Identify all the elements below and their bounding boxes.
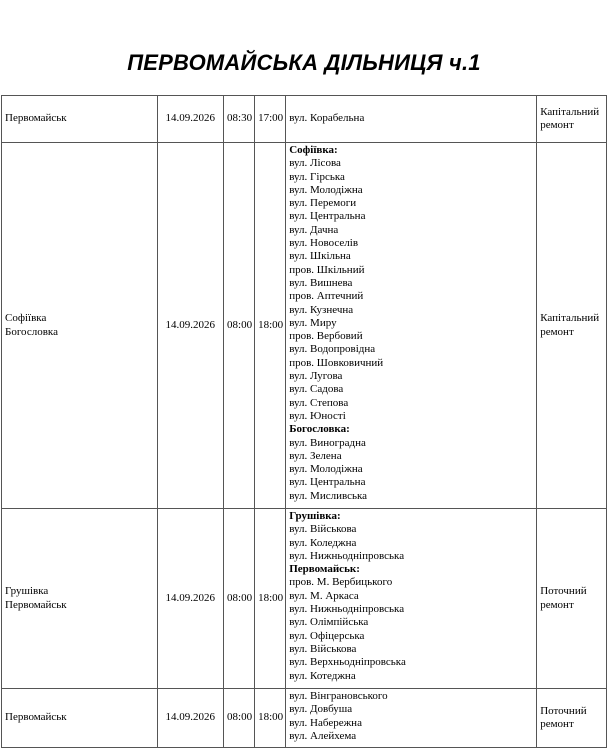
street-name: вул. Шкільна: [289, 250, 351, 263]
street-name: вул. Алейхема: [289, 729, 357, 742]
outage-schedule-table: [1, 95, 607, 748]
street-name: вул. Водопровідна: [289, 343, 376, 356]
streets-cell: [286, 689, 537, 748]
location-cell: [2, 143, 158, 509]
page-title: ПЕРВОМАЙСЬКА ДІЛЬНИЦЯ ч.1: [127, 50, 481, 75]
streets-cell: [286, 509, 537, 689]
street-name: вул. Нижньодніпровська: [289, 549, 405, 562]
settlement-heading: Первомайськ:: [289, 563, 360, 576]
street-name: вул. Новоселів: [289, 237, 359, 250]
date-cell: 14.09.2026: [157, 143, 224, 509]
time-from-cell: 08:00: [224, 143, 255, 509]
work-type-cell: Капітальний ремонт: [537, 96, 607, 143]
time-from-cell: 08:30: [224, 96, 255, 143]
street-name: вул. Вишнева: [289, 276, 353, 289]
location-name: Первомайськ: [5, 112, 67, 125]
location-name: Первомайськ: [5, 598, 67, 611]
street-name: вул. Набережна: [289, 716, 362, 729]
street-name: вул. Гірська: [289, 170, 345, 183]
settlement-heading: Грушівка:: [289, 510, 341, 522]
date-cell: 14.09.2026: [157, 96, 224, 143]
location-name: Софіївка: [5, 312, 47, 325]
street-name: вул. Виноградна: [289, 436, 366, 449]
street-name: пров. Шовковичний: [289, 356, 384, 369]
location-name: Богословка: [5, 325, 58, 338]
street-name: вул. Нижньодніпровська: [289, 603, 405, 616]
date-cell: 14.09.2026: [157, 689, 224, 748]
streets-cell: [286, 143, 537, 509]
date-cell: 14.09.2026: [157, 509, 224, 689]
street-name: вул. Юності: [289, 409, 346, 422]
street-name: вул. Котеджна: [289, 669, 356, 682]
street-name: вул. Степова: [289, 396, 349, 409]
time-to-cell: 18:00: [255, 689, 286, 748]
location-cell: [2, 689, 158, 748]
table-row: [2, 143, 607, 509]
table-row: [2, 509, 607, 689]
street-name: вул. Перемоги: [289, 197, 357, 210]
street-name: вул. Дачна: [289, 223, 339, 236]
location-name: Грушівка: [5, 585, 49, 598]
street-name: вул. Мисливська: [289, 489, 368, 502]
work-type-cell: Капітальний ремонт: [537, 143, 607, 509]
street-name: вул. Лісова: [289, 157, 341, 170]
street-name: вул. М. Аркаса: [289, 589, 359, 602]
work-type-cell: Поточний ремонт: [537, 689, 607, 748]
street-name: вул. Корабельна: [289, 112, 365, 125]
street-name: вул. Садова: [289, 383, 344, 396]
street-name: вул. Центральна: [289, 210, 366, 223]
settlement-heading: Софіївка:: [289, 144, 338, 156]
time-to-cell: 18:00: [255, 143, 286, 509]
street-name: вул. Військова: [289, 523, 357, 536]
street-name: вул. Офіцерська: [289, 629, 365, 642]
street-name: вул. Довбуша: [289, 703, 353, 716]
location-name: Первомайськ: [5, 711, 67, 724]
streets-cell: [286, 96, 537, 143]
time-from-cell: 08:00: [224, 689, 255, 748]
street-name: вул. Військова: [289, 642, 357, 655]
work-type-cell: Поточний ремонт: [537, 509, 607, 689]
street-name: вул. Миру: [289, 316, 337, 329]
street-name: вул. Молодіжна: [289, 463, 363, 476]
street-name: вул. Верхньодніпровська: [289, 656, 406, 669]
street-name: вул. Олімпійська: [289, 616, 369, 629]
street-name: вул. Центральна: [289, 476, 366, 489]
street-name: вул. Лугова: [289, 370, 343, 383]
street-name: пров. Аптечний: [289, 290, 364, 303]
location-cell: [2, 509, 158, 689]
street-name: вул. Кузнечна: [289, 303, 354, 316]
settlement-heading: Богословка:: [289, 423, 350, 436]
street-name: вул. Зелена: [289, 449, 342, 462]
time-to-cell: 18:00: [255, 509, 286, 689]
table-row: [2, 96, 607, 143]
time-from-cell: 08:00: [224, 509, 255, 689]
street-name: вул. Вінграновського: [289, 690, 388, 702]
street-name: пров. Шкільний: [289, 263, 365, 276]
time-to-cell: 17:00: [255, 96, 286, 143]
street-name: вул. Коледжна: [289, 536, 357, 549]
table-row: [2, 689, 607, 748]
street-name: пров. М. Вербицького: [289, 576, 393, 589]
street-name: вул. Молодіжна: [289, 183, 363, 196]
street-name: пров. Вербовий: [289, 330, 363, 343]
location-cell: [2, 96, 158, 143]
